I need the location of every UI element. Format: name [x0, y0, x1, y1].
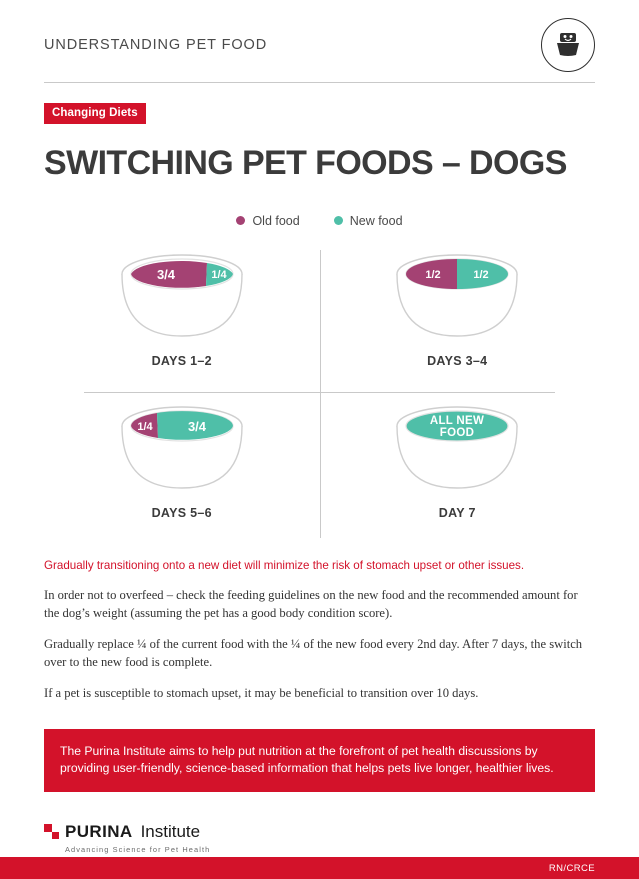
bowl-cell-days-3-4	[320, 244, 596, 392]
main-heading: SWITCHING PET FOODS – DOGS	[44, 144, 567, 182]
legend-label-old-food: Old food	[252, 213, 300, 228]
bowl-4-new-label-line2: FOOD	[440, 426, 475, 439]
body-paragraph-3: If a pet is susceptible to stomach upset, it may be beneficial to transition over 10 days.	[44, 685, 479, 700]
bowl-illustration-4	[377, 396, 537, 500]
purina-institute-logo	[44, 822, 210, 842]
bowl-2-new-fraction: 1/2	[473, 268, 489, 281]
bowl-cell-day-7	[320, 396, 596, 544]
bowl-illustration-3	[102, 396, 262, 500]
bowl-3-old-fraction: 1/4	[137, 420, 153, 433]
bowl-label-1: DAYS 1–2	[151, 353, 212, 368]
callout-box: The Purina Institute aims to help put nutrition at the forefront of pet health discussions by providing user-friendly, science-based information that helps pets live longer, healthier lives.	[44, 729, 595, 792]
bowl-label-2: DAYS 3–4	[427, 353, 488, 368]
pet-bowl-icon	[553, 30, 583, 60]
bowl-illustration-1	[102, 244, 262, 348]
lead-text: Gradually transitioning onto a new diet will minimize the risk of stomach upset or other issues.	[44, 558, 525, 572]
page-header	[44, 0, 595, 72]
legend	[44, 214, 595, 228]
bowl-3-new-fraction: 3/4	[187, 418, 206, 434]
bowl-4-new-label-line1: ALL NEW	[430, 414, 485, 427]
body-paragraph-2: Gradually replace ¼ of the current food with the ¼ of the new food every 2nd day. After 7 days, the switch over to the new food is complete.	[44, 637, 583, 670]
bowl-cell-days-5-6	[44, 396, 320, 544]
grid-horizontal-divider	[84, 392, 555, 393]
brand-tagline: Advancing Science for Pet Health	[65, 844, 211, 854]
bottom-bar	[0, 857, 639, 879]
document-code: RN/CRCE	[548, 863, 595, 874]
checkerboard-icon	[44, 824, 59, 839]
bowl-label-4: DAY 7	[438, 505, 476, 520]
status-badge: Changing Diets	[44, 103, 146, 124]
bowl-label-3: DAYS 5–6	[151, 505, 212, 520]
bowl-1-new-fraction: 1/4	[211, 268, 227, 281]
brand-name: PURINA	[65, 821, 133, 841]
bowl-illustration-2	[377, 244, 537, 348]
sub-brand-name: Institute	[140, 821, 201, 841]
footer	[44, 822, 595, 854]
brand-logo	[541, 18, 595, 72]
legend-label-new-food: New food	[349, 213, 403, 228]
bowl-1-old-fraction: 3/4	[156, 266, 175, 282]
legend-dot-new-food	[334, 216, 343, 225]
bowl-grid	[44, 244, 595, 544]
bowl-cell-days-1-2	[44, 244, 320, 392]
body-paragraph-1: In order not to overfeed – check the feeding guidelines on the new food and the recommended amount for the dog’s weight (assuming the pet has a good body condition score).	[44, 588, 578, 621]
legend-dot-old-food	[236, 216, 245, 225]
legend-item-old-food	[236, 214, 299, 228]
page-title: UNDERSTANDING PET FOOD	[44, 37, 268, 53]
legend-item-new-food	[334, 214, 403, 228]
bowl-2-old-fraction: 1/2	[425, 268, 441, 281]
header-divider	[44, 82, 595, 83]
